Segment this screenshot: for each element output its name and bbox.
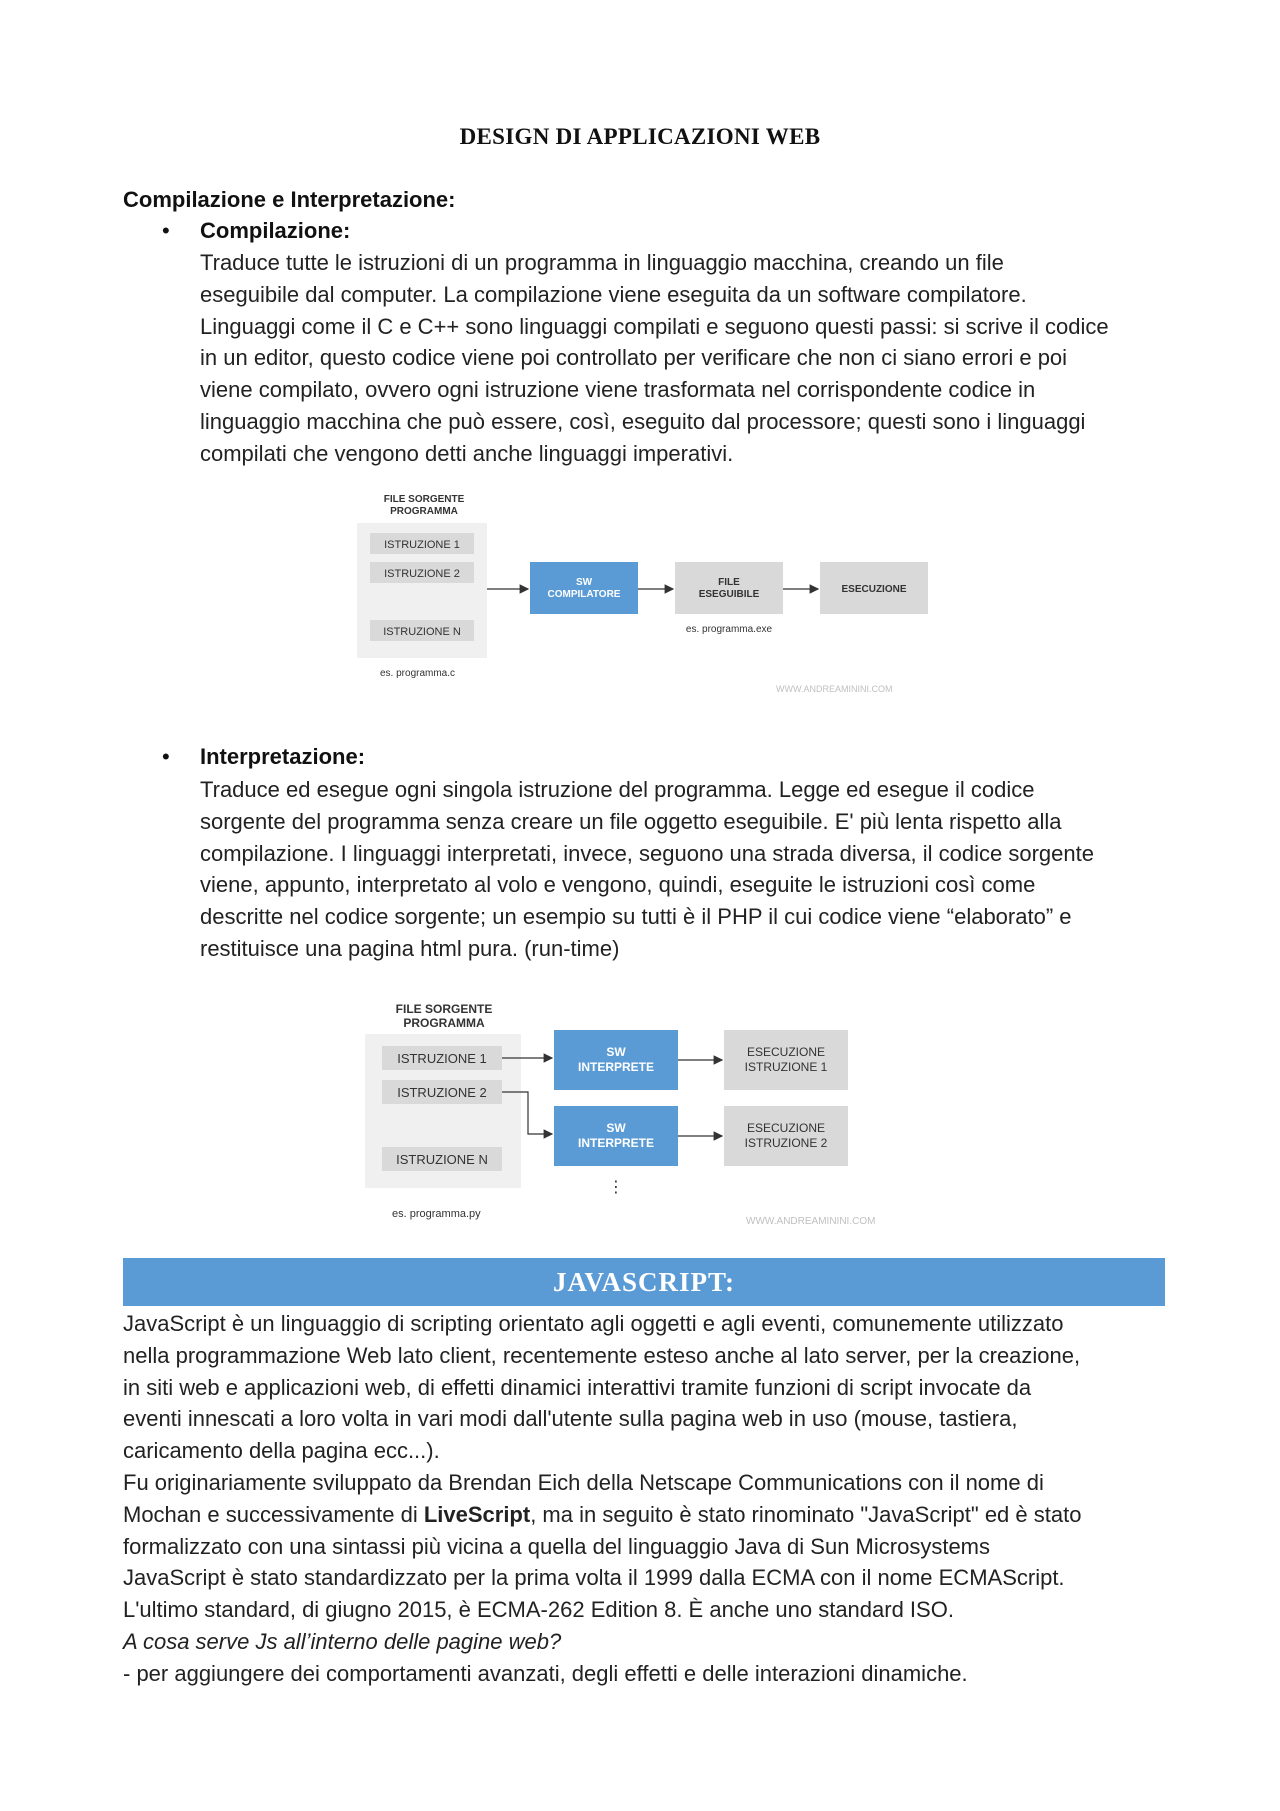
- compilazione-paragraph: [200, 247, 1160, 470]
- text-line: Traduce ed esegue ogni singola istruzione del programma. Legge ed esegue il codice: [200, 777, 1035, 802]
- document-title: DESIGN DI APPLICAZIONI WEB: [459, 124, 821, 149]
- instruction-n-label: ISTRUZIONE N: [396, 1152, 488, 1167]
- bullet-compilazione: •: [162, 218, 170, 243]
- text-line: JavaScript è un linguaggio di scripting orientato agli oggetti e agli eventi, comunemente utilizzato: [123, 1311, 1064, 1336]
- source-title-line2: PROGRAMMA: [390, 506, 458, 517]
- compiler-label-line2: COMPILATORE: [547, 589, 621, 600]
- executable-file-name: es. programma.exe: [685, 624, 773, 635]
- text-line: compilati che vengono detti anche linguaggi imperativi.: [200, 440, 734, 466]
- text-line: nella programmazione Web lato client, recentemente esteso anche al lato server, per la creazione,: [123, 1342, 1081, 1368]
- text-line: in siti web e applicazioni web, di effetti dinamici interattivi tramite funzioni di script invocate da: [123, 1374, 1032, 1400]
- text-line: Fu originariamente sviluppato da Brendan Eich della Netscape Communications con il nome di: [123, 1469, 1044, 1495]
- interpreter-1-line1: SW: [606, 1045, 626, 1059]
- text-line: eseguibile dal computer. La compilazione viene eseguita da un software compilatore.: [200, 281, 1027, 307]
- text-line: caricamento della pagina ecc...).: [123, 1438, 440, 1464]
- watermark: WWW.ANDREAMININI.COM: [776, 684, 893, 694]
- instruction-2-label: ISTRUZIONE 2: [397, 1085, 487, 1100]
- text-fragment: Mochan e successivamente di: [123, 1501, 424, 1527]
- compiler-box: [530, 562, 638, 614]
- compilation-diagram: [350, 488, 940, 703]
- executable-label-line2: ESEGUIBILE: [698, 589, 760, 600]
- livescript-bold: LiveScript: [423, 1501, 531, 1527]
- source-title-line1: FILE SORGENTE: [395, 1002, 493, 1016]
- text-line: Traduce tutte le istruzioni di un programma in linguaggio macchina, creando un file: [200, 250, 1004, 275]
- javascript-banner: [123, 1258, 1165, 1306]
- text-line: [123, 1499, 1173, 1531]
- instruction-1-label: ISTRUZIONE 1: [384, 539, 460, 551]
- text-line: L'ultimo standard, di giugno 2015, è ECMA-262 Edition 8. È anche uno standard ISO.: [123, 1597, 954, 1623]
- javascript-banner-title: JAVASCRIPT:: [552, 1267, 736, 1297]
- interpretation-diagram: [360, 998, 920, 1238]
- text-line: linguaggio macchina che può essere, così, eseguito dal processore; questi sono i linguaggi: [200, 408, 1086, 434]
- text-line: Linguaggi come il C e C++ sono linguaggi compilati e seguono questi passi: si scrive il codice: [200, 313, 1109, 339]
- execution-2-line2: ISTRUZIONE 2: [744, 1136, 828, 1150]
- source-file-name: es. programma.c: [380, 668, 456, 679]
- instruction-n-label: ISTRUZIONE N: [383, 626, 461, 638]
- execution-1-line2: ISTRUZIONE 1: [744, 1060, 828, 1074]
- text-line: in un editor, questo codice viene poi controllato per verificare che non ci siano errori e poi: [200, 345, 1068, 371]
- execution-1-line1: ESECUZIONE: [746, 1045, 826, 1059]
- instruction-1-label: ISTRUZIONE 1: [397, 1051, 487, 1066]
- interpretazione-title: Interpretazione:: [200, 744, 366, 769]
- interpreter-1-line2: INTERPRETE: [577, 1060, 655, 1074]
- text-line: restituisce una pagina html pura. (run-time): [200, 935, 620, 961]
- source-title-line1: FILE SORGENTE: [383, 494, 465, 505]
- compilazione-title: Compilazione:: [200, 218, 351, 243]
- question-line: A cosa serve Js all’interno delle pagine web?: [123, 1628, 562, 1654]
- execution-label: ESECUZIONE: [841, 584, 907, 595]
- text-line: sorgente del programma senza creare un file oggetto eseguibile. E' più lenta rispetto alla: [200, 808, 1062, 834]
- source-file-name: es. programma.py: [392, 1208, 481, 1220]
- text-line: viene compilato, ovvero ogni istruzione viene trasformata nel corrispondente codice in: [200, 377, 1036, 403]
- source-title-line2: PROGRAMMA: [403, 1016, 485, 1030]
- text-line: compilazione. I linguaggi interpretati, invece, seguono una strada diversa, il codice sorgente: [200, 840, 1094, 866]
- section-heading: Compilazione e Interpretazione:: [123, 187, 456, 212]
- text-fragment: , ma in seguito è stato rinominato "JavaScript" ed è stato: [530, 1501, 1082, 1527]
- interpretazione-paragraph: [200, 774, 1160, 965]
- text-line: descritte nel codice sorgente; un esempio su tutti è il PHP il cui codice viene “elaborato” e: [200, 904, 1072, 930]
- instruction-2-label: ISTRUZIONE 2: [384, 568, 460, 580]
- text-line: viene, appunto, interpretato al volo e vengono, quindi, eseguite le istruzioni così come: [200, 872, 1036, 898]
- executable-file-box: [675, 562, 783, 614]
- bullet-interpretazione: •: [162, 744, 170, 769]
- text-line: formalizzato con una sintassi più vicina a quella del linguaggio Java di Sun Microsystems: [123, 1533, 991, 1559]
- interpreter-2-line1: SW: [606, 1121, 626, 1135]
- javascript-paragraph: [123, 1308, 1173, 1690]
- text-line: JavaScript è stato standardizzato per la prima volta il 1999 dalla ECMA con il nome ECMAScript.: [123, 1565, 1065, 1591]
- continuation-dots: ⋮: [608, 1179, 624, 1196]
- executable-label-line1: FILE: [718, 577, 740, 588]
- interpreter-2-line2: INTERPRETE: [577, 1136, 655, 1150]
- compiler-label-line1: SW: [575, 577, 593, 588]
- watermark: WWW.ANDREAMININI.COM: [746, 1216, 876, 1227]
- answer-line: - per aggiungere dei comportamenti avanzati, degli effetti e delle interazioni dinamiche.: [123, 1660, 968, 1686]
- text-line: eventi innescati a loro volta in vari modi dall'utente sulla pagina web in uso (mouse, tastiera,: [123, 1406, 1018, 1432]
- execution-2-line1: ESECUZIONE: [746, 1121, 826, 1135]
